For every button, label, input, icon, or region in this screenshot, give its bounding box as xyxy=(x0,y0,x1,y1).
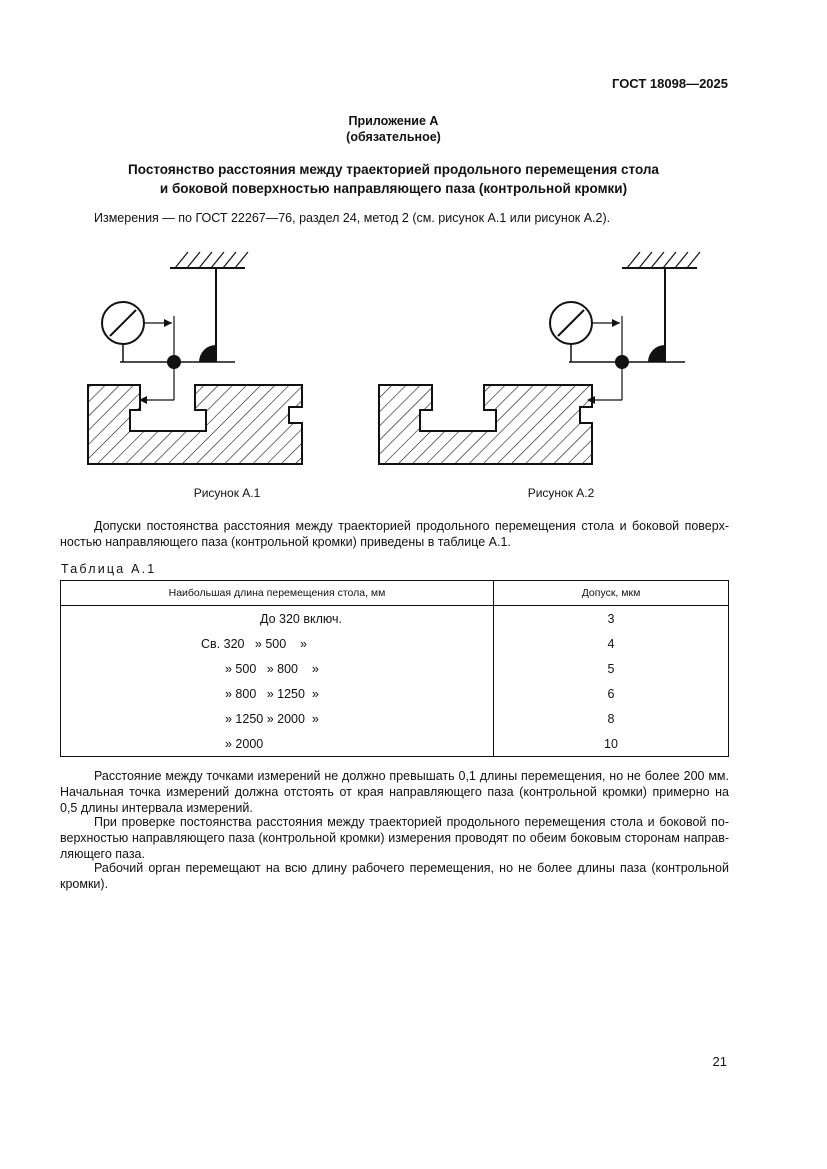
fixed-support xyxy=(170,252,248,268)
cell-tolerance: 4 xyxy=(494,631,729,656)
table-row xyxy=(61,731,729,757)
document-code: ГОСТ 18098—2025 xyxy=(612,76,728,91)
cell-length: До 320 включ. xyxy=(61,606,494,632)
figure-a2 xyxy=(375,232,715,472)
table-header-row xyxy=(61,581,729,606)
table-label: Таблица А.1 xyxy=(61,562,157,576)
appendix-status: (обязательное) xyxy=(346,130,441,144)
cell-length: » 1250 » 2000 » xyxy=(61,706,494,731)
note-1-line-1: Расстояние между точками измерений не должно превышать 0,1 длины перемещения, но не более 200 мм. xyxy=(94,769,729,783)
table-row xyxy=(61,706,729,731)
machine-table-section xyxy=(379,385,592,464)
cell-length: » 2000 xyxy=(61,731,494,757)
tolerance-table xyxy=(60,580,729,757)
note-3-line-2: кромки). xyxy=(60,877,109,891)
cell-length: » 800 » 1250 » xyxy=(61,681,494,706)
table-row xyxy=(61,631,729,656)
note-2-line-3: ляющего паза. xyxy=(60,847,145,861)
cell-tolerance: 5 xyxy=(494,656,729,681)
note-2-line-2: верхностью направляющего паза (контрольной кромки) измерения проводят по обеим боковым сторонам направ- xyxy=(60,831,729,845)
right-angle-mark xyxy=(648,345,665,362)
appendix-name: Приложение А xyxy=(348,114,439,128)
cell-tolerance: 8 xyxy=(494,706,729,731)
table-row xyxy=(61,681,729,706)
cell-tolerance: 3 xyxy=(494,606,729,632)
figure-a1 xyxy=(60,232,320,472)
cell-tolerance: 6 xyxy=(494,681,729,706)
note-3-line-1: Рабочий орган перемещают на всю длину рабочего перемещения, но не более длины паза (контрольной xyxy=(94,861,729,875)
cell-length: Св. 320 » 500 » xyxy=(61,631,494,656)
note-2-line-1: При проверке постоянства расстояния между траекторией продольного перемещения стола и боковой по- xyxy=(94,815,729,829)
column-header-tolerance: Допуск, мкм xyxy=(494,581,729,606)
table-row xyxy=(61,606,729,632)
column-header-length: Наибольшая длина перемещения стола, мм xyxy=(61,581,494,606)
cell-length: » 500 » 800 » xyxy=(61,656,494,681)
table-row xyxy=(61,656,729,681)
tolerance-paragraph-line-1: Допуски постоянства расстояния между траекторией продольного перемещения стола и боковой поверх- xyxy=(94,519,729,533)
title-line-1: Постоянство расстояния между траекторией продольного перемещения стола xyxy=(128,162,659,177)
right-angle-mark xyxy=(199,345,216,362)
figure-a2-caption: Рисунок А.2 xyxy=(527,486,595,500)
intro-paragraph: Измерения — по ГОСТ 22267—76, раздел 24, метод 2 (см. рисунок А.1 или рисунок А.2). xyxy=(94,211,611,225)
tolerance-paragraph-line-2: ностью направляющего паза (контрольной кромки) приведены в таблице А.1. xyxy=(60,535,511,549)
appendix-heading xyxy=(0,113,787,145)
appendix-title xyxy=(0,160,787,198)
note-1-line-3: 0,5 длины интервала измерений. xyxy=(60,801,253,815)
figure-a1-caption: Рисунок А.1 xyxy=(193,486,261,500)
note-1-line-2: Начальная точка измерений должна отстоять от края направляющего паза (контрольной кромки) примерно на xyxy=(60,785,729,799)
page-number: 21 xyxy=(712,1054,727,1069)
cell-tolerance: 10 xyxy=(494,731,729,757)
title-line-2: и боковой поверхностью направляющего паза (контрольной кромки) xyxy=(159,181,628,196)
fixed-support xyxy=(622,252,700,268)
machine-table-section xyxy=(88,385,302,464)
